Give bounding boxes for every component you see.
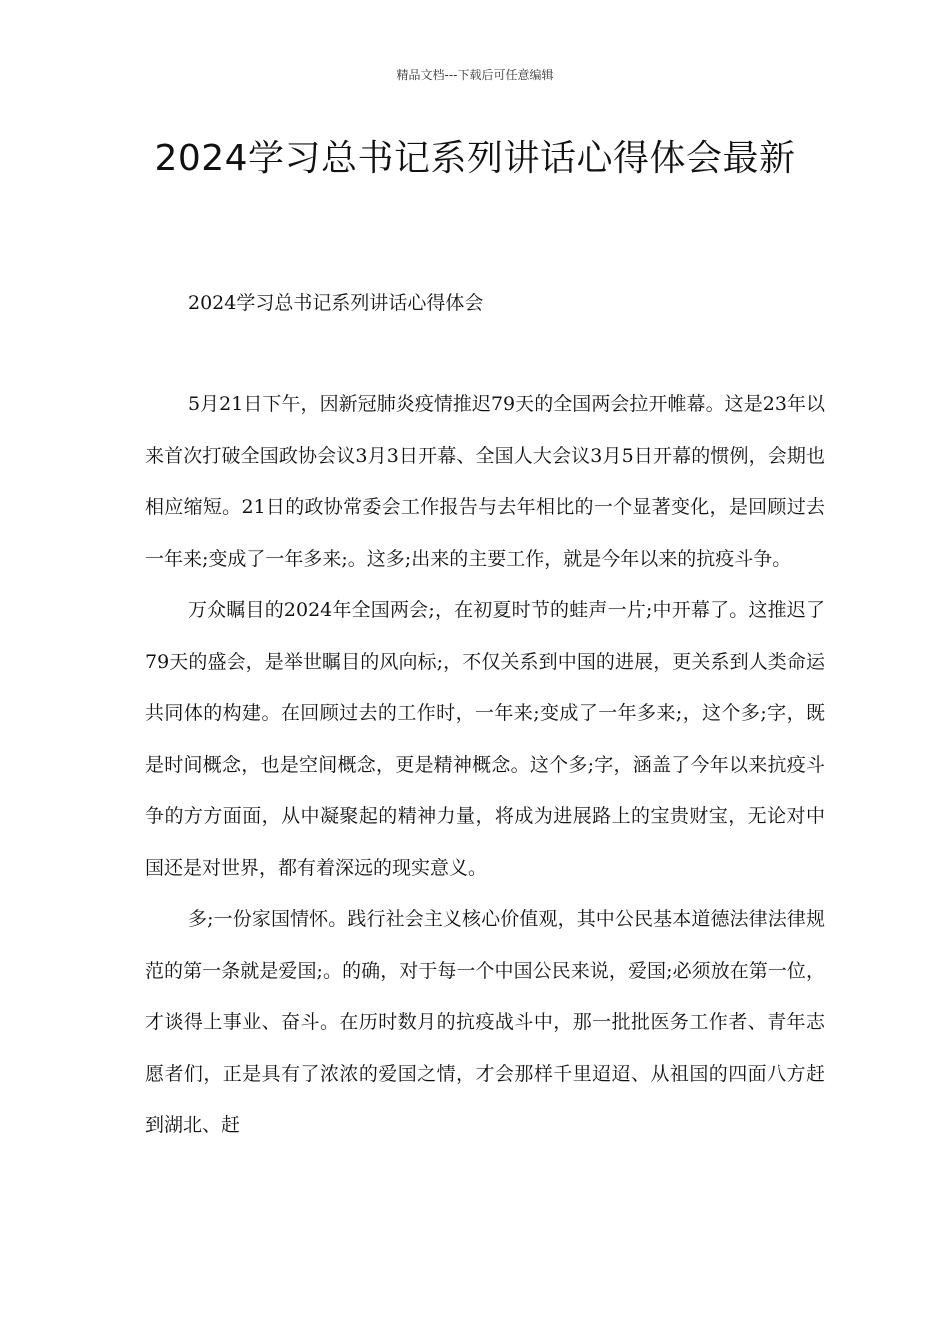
document-subtitle: 2024学习总书记系列讲话心得体会 xyxy=(188,292,484,314)
header-note: 精品文档---下载后可任意编辑 xyxy=(396,68,554,82)
paragraph: 万众瞩目的2024年全国两会;，在初夏时节的蛙声一片;中开幕了。这推迟了79天的盛会，是举世瞩目的风向标;，不仅关系到中国的进展，更关系到人类命运共同体的构建。在回顾过去的工作时，一年来;变成了一年多来;，这个多;字，既是时间概念，也是空间概念，更是精神概念。这个多;字，涵盖了今年以来抗疫斗争的方方面面，从中凝聚起的精神力量，将成为进展路上的宝贵财宝，无论对中国还是对世界，都有着深远的现实意义。 xyxy=(145,599,825,879)
document-body xyxy=(145,379,825,1152)
document-title: 2024学习总书记系列讲话心得体会最新 xyxy=(154,138,796,179)
paragraph: 5月21日下午，因新冠肺炎疫情推迟79天的全国两会拉开帷幕。这是23年以来首次打破全国政协会议3月3日开幕、全国人大会议3月5日开幕的惯例，会期也相应缩短。21日的政协常委会工作报告与去年相比的一个显著变化，是回顾过去一年来;变成了一年多来;。这多;出来的主要工作，就是今年以来的抗疫斗争。 xyxy=(145,393,825,570)
paragraph: 多;一份家国情怀。践行社会主义核心价值观，其中公民基本道德法律法律规范的第一条就是爱国;。的确，对于每一个中国公民来说，爱国;必须放在第一位，才谈得上事业、奋斗。在历时数月的抗疫战斗中，那一批批医务工作者、青年志愿者们，正是具有了浓浓的爱国之情，才会那样千里迢迢、从祖国的四面八方赶到湖北、赶 xyxy=(145,908,825,1136)
